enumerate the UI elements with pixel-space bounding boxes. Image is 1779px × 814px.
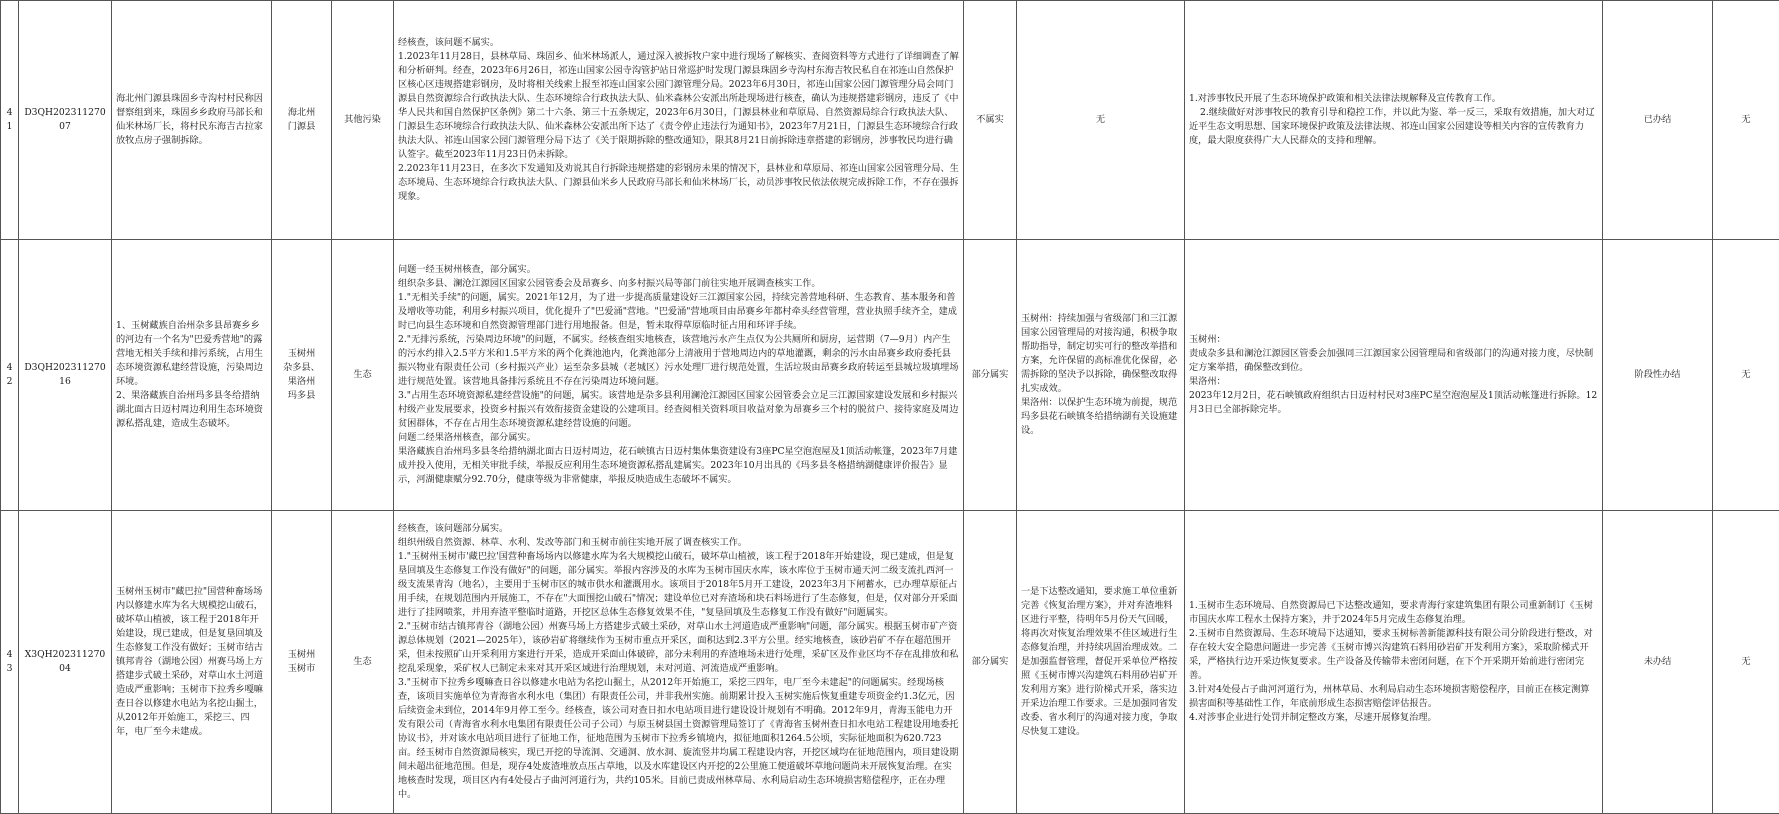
complaint-content: 海北州门源县珠固乡寺沟村村民称因督察组到来，珠固乡乡政府马部长和仙米林场厂长，将村民东海吉古拉家放牧点房子强制拆除。	[112, 1, 272, 240]
complaint-content: 1、玉树藏族自治州杂多县昂赛乡乡的河边有一个名为"巴爱秀营地"的露营地无相关手续和排污系统，占用生态环境资源私建经营设施，污染周边环境。 2、果洛藏族自治州玛多县冬给措纳湖北面古日迈村周边利用生态环境资源私搭乱建，造成生态破坏。	[112, 240, 272, 511]
progress-para: 1.玉树市生态环境局、自然资源局已下达整改通知，要求青海行家建筑集团有限公司重新制订《玉树市国庆水库工程水土保持方案》，并于2024年5月完成生态修复治理。	[1189, 599, 1598, 627]
status-badge: 阶段性办结	[1603, 240, 1713, 511]
findings-para: 3."玉树市下拉秀乡嘎嘛查日谷以修建水电站为名挖山掘土，从2012年开始施工，采挖三四年，电厂至今未建起"的问题属实。经现场核查，该项目实施单位为青海省水利水电（集团）有限责任公司，并非我州实施。前期累计投入玉树实施后恢复重建专项资金约1.3亿元，因后续资金未到位，2014年9月停工至今。经核查，该公司对查日扣水电站项目进行建设设计规划有不明确。2012年9月，青海玉能电力开发有限公司（青海省水利水电集团有限责任公司子公司）与原玉树县国土资源管理局签订了《青海省玉树州查日扣水电站工程建设用地委托协议书》，并对该水电站项目进行了征地工作，征地范围为玉树市下拉秀乡镇境内，拟征地面积1264.5公顷，实际征地面积为620.723亩。经玉树市自然资源局核实，现已开挖的导流洞、交通洞、放水洞、旋流竖井均属工程建设内容，开挖区域均在征地范围内，项目建设期间未超出征地范围。但是，现存4处废渣堆放点压占草地，以及水库建设区内开挖的2公里施工便道破坏草地问题尚未开展恢复治理。在实地核查时发现，项目区内有4处侵占子曲河河道行为，共约105米。目前已责成州林草局、水利局启动生态环境损害赔偿程序，正在办理中。	[398, 676, 959, 802]
progress-para: 责成杂多县和澜沧江源园区管委会加强同三江源国家公园管理局和省级部门的沟通对接力度，尽快制定方案举措，确保整改到位。	[1189, 347, 1598, 375]
findings-para: 3."占用生态环境资源私建经营设施"的问题，属实。该营地是杂多县利用澜沧江源园区国家公园管委会立足三江源国家建设发展和乡村振兴村级产业发展要求，投资乡村振兴有效衔接资金建设的公建项目。经查阅相关资料项目收益对象为昂赛乡三个村的脱贫户、接待家庭及周边贫困群体，不存在占用生态环境资源私建经营设施的问题。	[398, 389, 959, 431]
rectification-measures: 无	[1017, 1, 1185, 240]
accountability: 无	[1713, 240, 1779, 511]
table-row	[1, 1, 1779, 240]
table-row	[1, 511, 1779, 814]
findings-para: 果洛藏族自治州玛多县冬给措纳湖北面古日迈村周边，花石峡镇古日迈村集体集资建设有3座PC星空泡泡屋及1顶活动帐篷，2023年7月建成并投入使用，无相关审批手续，举报反应利用生态环境资源私搭乱建属实。2023年10月出具的《玛多县冬格措纳湖健康评价报告》显示，河湖健康赋分92.70分，健康等级为非常健康，举报反映造成生态破坏不属实。	[398, 445, 959, 487]
findings-para: 1.2023年11月28日，县林草局、珠固乡、仙米林场派人，通过深入被拆牧户家中进行现场了解核实、查阅资料等方式进行了详细调查了解和分析研判。经查，2023年6月26日，祁连山国家公园寺沟管护站日常巡护时发现门源县珠固乡寺沟村东海吉牧民私自在祁连山自然保护区核心区违规搭建彩钢房，及时将相关线索上报至祁连山国家公园门源管理分局。2023年6月30日，祁连山国家公园门源管理分局会同门源县自然资源综合行政执法大队、生态环境综合行政执法大队、仙米森林公安派出所赴现场进行核查，确认为违规搭建彩钢房，违反了《中华人民共和国自然保护区条例》第二十六条、第三十五条规定，2023年6月30日，门源县林业和草原局、自然资源局综合行政执法大队、门源县生态环境综合行政执法大队、仙米森林公安派出所下达了《责令停止违法行为通知书》，2023年7月21日，门源县生态环境综合行政执法大队、祁连山国家公园门源管理分局下达了《关于限期拆除的整改通知》，限其8月21日前拆除违章搭建的彩钢房，涉事牧民均进行确认签字。截至2023年11月23日仍未拆除。	[398, 50, 959, 162]
accountability: 无	[1713, 1, 1779, 240]
handling-progress	[1185, 240, 1603, 511]
pollution-category: 其他污染	[332, 1, 394, 240]
progress-para: 4.对涉事企业进行处罚并制定整改方案，尽速开展修复治理。	[1189, 711, 1598, 725]
case-code: D3QH20231127016	[19, 240, 112, 511]
findings-para: 组织州级自然资源、林草、水利、发改等部门和玉树市前往实地开展了调查核实工作。	[398, 536, 959, 550]
progress-para: 果洛州：	[1189, 375, 1598, 389]
findings-para: 2."玉树市结古镇邦青谷（湖地公园）州赛马场上方搭建步式破土采砂，对草山水土河道造成严重影响"问题，部分属实。根据玉树市矿产资源总体规划（2021—2025年），该砂岩矿将继续作为玉树市重点开采区，面积达到2.3平方公里。经实地核查，该砂岩矿不存在超范围开采，但未按照矿山开采利用方案进行开采，造成开采面山体破碎，部分未利用的弃渣堆场未进行处理，采矿区及作业区均不存在乱排放和私挖乱采现象，采矿权人已制定未来对其开采区域进行治理规划，未对河道、河流造成严重影响。	[398, 620, 959, 676]
rectification-measures: 玉树州：持续加强与省级部门和三江源国家公园管理局的对接沟通，积极争取帮助指导，制定切实可行的整改举措和方案，允许保留的高标准优化保留，必需拆除的坚决予以拆除，确保整改取得扎实成效。 果洛州：以保护生态环境为前提，规范玛多县花石峡镇冬给措纳湖有关设施建设。	[1017, 240, 1185, 511]
accountability: 无	[1713, 511, 1779, 814]
verdict: 部分属实	[964, 240, 1017, 511]
complaint-content: 玉树州玉树市"藏巴拉"国营种畜场场内以修建水库为名大规模挖山破石，破坏草山植被，该工程于2018年开始建设，现已建成，但是复垦回填及生态修复工作没有做好；玉树市结古镇邦青谷（湖地公园）州赛马场上方搭建步式破土采砂，对草山水土河道造成严重影响；玉树市下拉秀乡嘎嘛查日谷以修建水电站为名挖山掘土，从2012年开始施工，采挖三、四年，电厂至今未建成。	[112, 511, 272, 814]
case-code: X3QH20231127004	[19, 511, 112, 814]
table-row	[1, 240, 1779, 511]
progress-para: 玉树州：	[1189, 333, 1598, 347]
pollution-category: 生态	[332, 511, 394, 814]
region: 玉树州 杂多县、 果洛州 玛多县	[272, 240, 332, 511]
findings-para: 问题二经果洛州核查，部分属实。	[398, 431, 959, 445]
investigation-findings	[394, 511, 964, 814]
findings-para: 1."玉树州玉树市'藏巴拉'国营种畜场场内以修建水库为名大规模挖山破石，破坏草山植被，该工程于2018年开始建设，现已建成，但是复垦回填及生态修复工作没有做好"的问题，部分属实。举报内容涉及的水库为玉树市国庆水库，该水库位于玉树市通天河二级支流扎西河一级支流果青沟（地名），主要用于玉树市区的城市供水和灌溉用水。该项目于2018年5月开工建设，2023年3月下闸蓄水，已办理草原征占用手续，在规划范围内开展施工，不存在"大面围挖山破石"情况；建设单位已对弃渣场和块石料场进行了生态修复，但是，仅对部分开采面进行了挂网喷浆，并用弃渣平整临时道路，开挖区总体生态修复效果不佳，"复垦回填及生态修复工作没有做好"问题属实。	[398, 550, 959, 620]
findings-para: 1."无相关手续"的问题，属实。2021年12月，为了进一步提高质量建设好三江源国家公园，持续完善营地科研、生态教育、基本服务和普及增收等功能，利用乡村振兴项目，优化提升了"巴爱涌"营地。"巴爱涌"营地项目由昂赛乡年都村牵头经营管理，营业执照手续齐全，建成时已向县生态环境和自然资源管理部门进行用地报备。但是，暂未取得草原临时征占用和环评手续。	[398, 291, 959, 333]
findings-para: 2.2023年11月23日，在多次下发通知及劝说其自行拆除违规搭建的彩钢房未果的情况下，县林业和草原局、祁连山国家公园管理分局、生态环境局、生态环境综合行政执法大队、门源县仙米乡人民政府马部长和仙米林场厂长，动员涉事牧民依法依规完成拆除工作，不存在强拆现象。	[398, 162, 959, 204]
investigation-findings	[394, 240, 964, 511]
findings-para: 经核查，该问题部分属实。	[398, 522, 959, 536]
case-code: D3QH20231127007	[19, 1, 112, 240]
progress-para: 2.继续做好对涉事牧民的教育引导和稳控工作，并以此为鉴、举一反三，采取有效措施，加大对辽近平生态文明思想、国家环境保护政策及法律法规、祁连山国家公园建设等相关内容的宣传教育力度，最大限度获得广大人民群众的支持和理解。	[1189, 106, 1598, 148]
investigation-findings	[394, 1, 964, 240]
progress-para: 2.玉树市自然资源局、生态环境局下达通知，要求玉树标善新能源科技有限公司分阶段进行整改，对存在较大安全隐患问题进一步完善《玉树市博兴沟建筑石料用砂岩矿开发利用方案》，采取阶梯式开采，严格执行边开采边恢复要求。生产设备及传输带未密闭问题，在下个开采期开始前进行密闭完善。	[1189, 627, 1598, 683]
progress-para: 2023年12月2日，花石峡镇政府组织古日迈村村民对3座PC星空泡泡屋及1顶活动帐篷进行拆除。12月3日已全部拆除完毕。	[1189, 389, 1598, 417]
findings-para: 问题一经玉树州核查，部分属实。	[398, 263, 959, 277]
verdict: 不属实	[964, 1, 1017, 240]
findings-para: 组织杂多县、澜沧江源园区国家公园管委会及昂赛乡、向多村振兴局等部门前往实地开展调查核实工作。	[398, 277, 959, 291]
row-index: 41	[1, 1, 19, 240]
row-index: 43	[1, 511, 19, 814]
region: 海北州 门源县	[272, 1, 332, 240]
rectification-measures: 一是下达整改通知，要求施工单位重新完善《恢复治理方案》，并对弃渣堆料区进行平整，待明年5月份天气回暖，将再次对恢复治理效果不佳区域进行生态修复治理，并持续巩固治理成效。二是加强监督管理，督促开采单位严格按照《玉树市博兴沟建筑石料用砂岩矿开发利用方案》进行阶梯式开采，落实边开采边治理工作要求。三是加强同省发改委、省水利厅的沟通对接力度，争取尽快复工建设。	[1017, 511, 1185, 814]
progress-para: 3.针对4处侵占子曲河河道行为，州林草局、水利局启动生态环境损害赔偿程序，目前正在核定测算损害面积等基础性工作，年底前形成生态损害赔偿评估报告。	[1189, 683, 1598, 711]
row-index: 42	[1, 240, 19, 511]
region: 玉树州 玉树市	[272, 511, 332, 814]
progress-para: 1.对涉事牧民开展了生态环境保护政策和相关法律法规解释及宣传教育工作。	[1189, 92, 1598, 106]
handling-progress	[1185, 511, 1603, 814]
findings-para: 2."无排污系统，污染周边环境"的问题，不属实。经核查组实地核查，该营地污水产生点仅为公共厕所和厨房，运营期（7—9月）内产生的污水约排入2.5平方米和1.5平方米的两个化粪池池内，化粪池部分上清液用于营地周边内的草地灌溉，剩余的污水由昂赛乡政府委托县振兴物业有限责任公司（乡村振兴产业）运至杂多县城（老城区）污水处理厂进行规范处置，生活垃圾由昂赛乡政府转运至县城垃圾填埋场进行规范处置。该营地具备排污系统且不存在污染周边环境问题。	[398, 333, 959, 389]
handling-progress	[1185, 1, 1603, 240]
status-badge: 已办结	[1603, 1, 1713, 240]
findings-para: 经核查，该问题不属实。	[398, 36, 959, 50]
status-badge: 未办结	[1603, 511, 1713, 814]
verdict: 部分属实	[964, 511, 1017, 814]
pollution-category: 生态	[332, 240, 394, 511]
